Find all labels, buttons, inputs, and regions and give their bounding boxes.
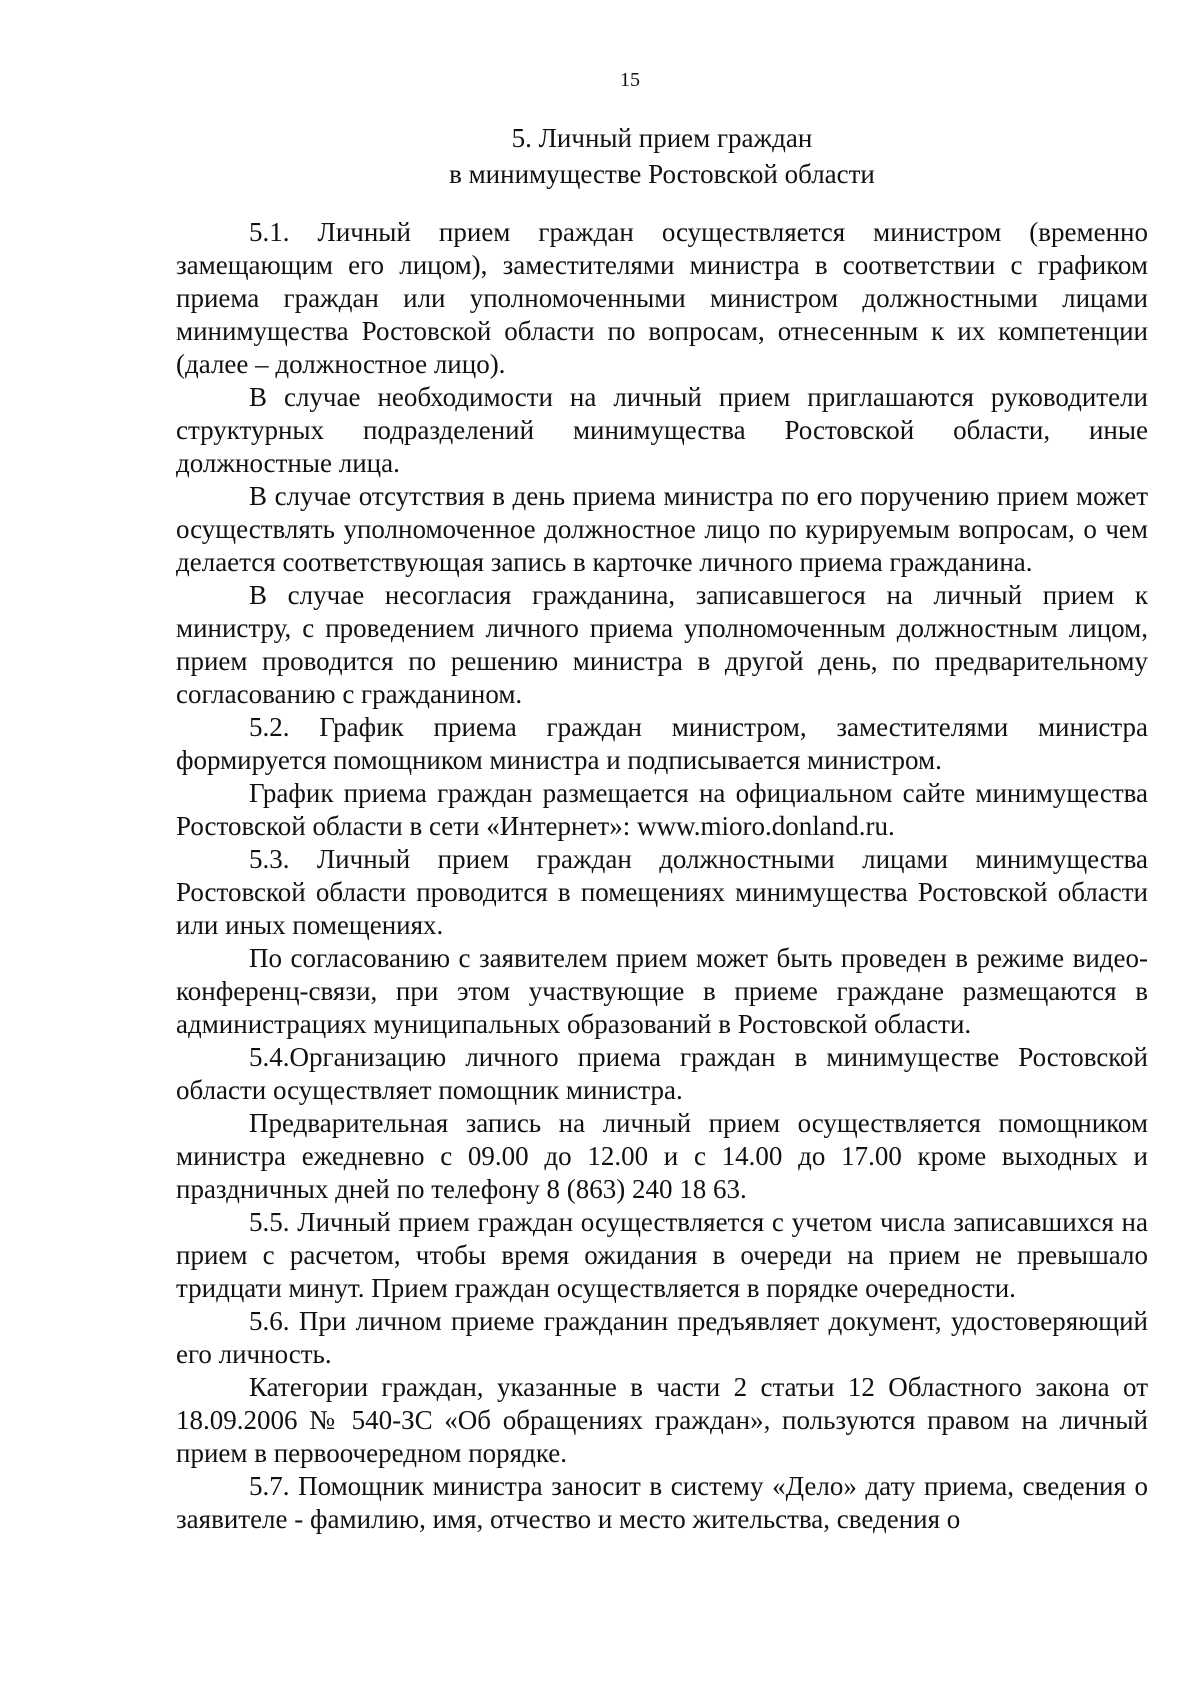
paragraph-5-6: 5.6. При личном приеме гражданин предъявляет документ, удостоверяющий его личность. <box>176 1306 1148 1369</box>
paragraph: Предварительная запись на личный прием осуществляется помощником министра ежедневно с 09.00 до 12.00 и с 14.00 до 17.00 кроме выходных и праздничных дней по телефону 8 (863) 240 18 63. <box>176 1108 1148 1204</box>
paragraph: В случае отсутствия в день приема министра по его поручению прием может осуществлять уполномоченное должностное лицо по курируемым вопросам, о чем делается соответствующая запись в карточке личного приема гражданина. <box>176 481 1148 577</box>
section-heading-line-1: 5. Личный прием граждан <box>511 123 813 153</box>
paragraph-5-4: 5.4.Организацию личного приема граждан в минимуществе Ростовской области осуществляет помощник министра. <box>176 1042 1148 1105</box>
paragraph: В случае необходимости на личный прием приглашаются руководители структурных подразделений минимущества Ростовской области, иные должностные лица. <box>176 382 1148 478</box>
paragraph: По согласованию с заявителем прием может быть проведен в режиме видео-конференц-связи, при этом участвующие в приеме граждане размещаются в администрациях муниципальных образований в Ростовской области. <box>176 943 1148 1039</box>
paragraph-5-5: 5.5. Личный прием граждан осуществляется с учетом числа записавшихся на прием с расчетом, чтобы время ожидания в очереди на прием не превышало тридцати минут. Прием граждан осуществляется в порядке очередности. <box>176 1207 1148 1303</box>
section-heading <box>176 120 1148 192</box>
paragraph-5-2: 5.2. График приема граждан министром, заместителями министра формируется помощником министра и подписывается министром. <box>176 712 1148 775</box>
paragraph: График приема граждан размещается на официальном сайте минимущества Ростовской области в сети «Интернет»: www.mioro.donland.ru. <box>176 778 1148 841</box>
paragraph-5-1: 5.1. Личный прием граждан осуществляется министром (временно замещающим его лицом), заместителями министра в соответствии с графиком приема граждан или уполномоченными министром должностными лицами минимущества Ростовской области по вопросам, отнесенным к их компетенции (далее – должностное лицо). <box>176 217 1148 379</box>
paragraph: В случае несогласия гражданина, записавшегося на личный прием к министру, с проведением личного приема уполномоченным должностным лицом, прием проводится по решению министра в другой день, по предварительному согласованию с гражданином. <box>176 580 1148 709</box>
section-heading-line-2: в минимуществе Ростовской области <box>449 159 875 189</box>
document-body <box>176 216 1148 1536</box>
paragraph-5-7: 5.7. Помощник министра заносит в систему «Дело» дату приема, сведения о заявителе - фамилию, имя, отчество и место жительства, сведения о <box>176 1471 1148 1534</box>
page-number: 15 <box>620 69 640 91</box>
paragraph: Категории граждан, указанные в части 2 статьи 12 Областного закона от 18.09.2006 № 540-ЗС «Об обращениях граждан», пользуются правом на личный прием в первоочередном порядке. <box>176 1372 1148 1468</box>
paragraph-5-3: 5.3. Личный прием граждан должностными лицами минимущества Ростовской области проводится в помещениях минимущества Ростовской области или иных помещениях. <box>176 844 1148 940</box>
